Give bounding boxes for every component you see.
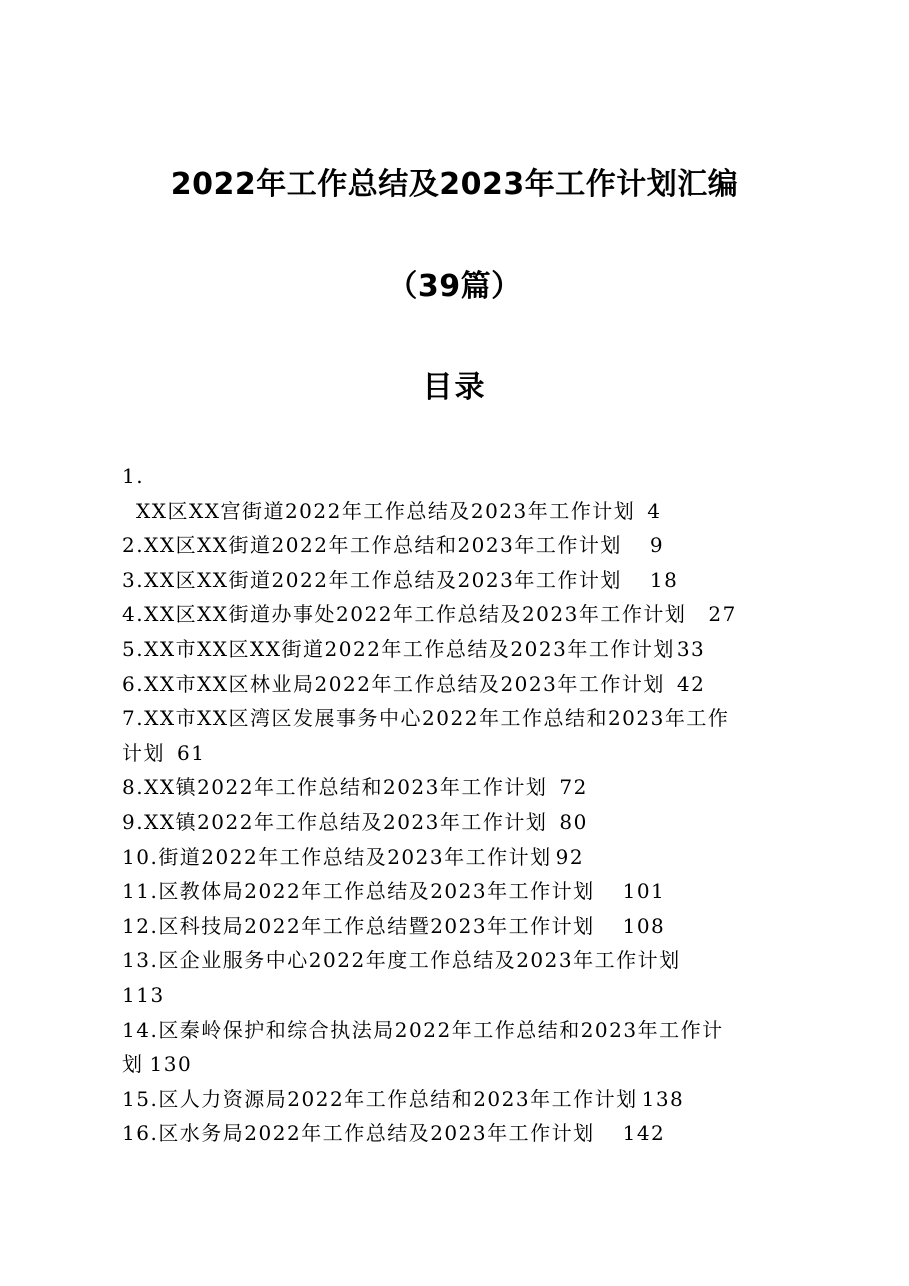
toc-item-2[interactable] [122,528,802,563]
toc-title-continued: 计划 [122,740,165,765]
toc-title: 区科技局2022年工作总结暨2023年工作计划 [158,913,595,938]
toc-title: XX市XX区湾区发展事务中心2022年工作总结和2023年工作 [144,706,730,731]
toc-title: 区人力资源局2022年工作总结和2023年工作计划 [158,1086,638,1111]
toc-item-15[interactable] [122,1082,802,1117]
toc-title: 街道2022年工作总结及2023年工作计划 [158,844,552,869]
toc-title: XX市XX区林业局2022年工作总结及2023年工作计划 [144,671,665,696]
toc-page: 92 [555,844,585,869]
toc-item-14[interactable] [122,1013,802,1048]
toc-number: 6. [122,671,145,696]
toc-title: XX区XX街道办事处2022年工作总结及2023年工作计划 [144,602,687,627]
toc-title-continued: 划 [122,1052,144,1077]
toc-page: 18 [649,567,679,592]
toc-title: 区秦岭保护和综合执法局2022年工作总结和2023年工作计 [158,1017,724,1042]
toc-number: 4. [122,602,145,627]
toc-number: 12. [122,913,159,938]
toc-page: 101 [622,879,666,904]
table-of-contents [122,459,802,1151]
toc-item-7[interactable] [122,701,802,736]
toc-title: 区企业服务中心2022年度工作总结及2023年工作计划 [158,948,681,973]
toc-number: 1. [122,464,145,488]
document-title: 2022年工作总结及2023年工作计划汇编 [170,167,739,202]
toc-number: 11. [122,879,159,904]
toc-title: XX区XX街道2022年工作总结及2023年工作计划 [144,567,622,592]
toc-number: 3. [122,567,145,592]
toc-page: 142 [622,1121,666,1146]
toc-item-1-number-line[interactable] [122,459,802,494]
toc-item-6[interactable] [122,667,802,702]
toc-number: 5. [122,636,145,661]
toc-number: 9. [122,809,145,834]
toc-item-14-continued[interactable] [122,1047,802,1082]
toc-item-13-continued[interactable] [122,978,802,1013]
toc-item-3[interactable] [122,563,802,598]
toc-item-12[interactable] [122,909,802,944]
toc-page: 72 [559,775,588,800]
toc-item-5[interactable] [122,632,802,667]
toc-page: 80 [559,809,588,834]
toc-page: 9 [649,533,665,558]
toc-number: 2. [122,533,145,558]
toc-number: 7. [122,706,145,731]
toc-title: XX区XX宫街道2022年工作总结及2023年工作计划 [136,498,636,523]
toc-title: XX镇2022年工作总结和2023年工作计划 [144,775,548,800]
document-subtitle: （39篇） [387,269,522,304]
toc-heading: 目录 [422,370,487,405]
toc-page: 113 [122,982,165,1007]
toc-item-4[interactable] [122,597,802,632]
toc-item-16[interactable] [122,1116,802,1151]
toc-title: XX市XX区XX街道2022年工作总结及2023年工作计划 [144,636,675,661]
toc-item-8[interactable] [122,770,802,805]
toc-number: 13. [122,948,159,973]
toc-page: 42 [676,671,706,696]
toc-item-13[interactable] [122,943,802,978]
toc-number: 10. [122,844,159,869]
toc-number: 16. [122,1121,159,1146]
toc-page: 138 [641,1086,685,1111]
toc-title: XX镇2022年工作总结及2023年工作计划 [144,809,548,834]
toc-page: 130 [149,1052,193,1077]
toc-number: 8. [122,775,145,800]
toc-page: 33 [676,636,706,661]
toc-page: 4 [647,498,662,523]
toc-number: 15. [122,1086,159,1111]
toc-item-7-continued[interactable] [122,736,802,771]
toc-title: XX区XX街道2022年工作总结和2023年工作计划 [144,533,622,558]
toc-number: 14. [122,1017,159,1042]
toc-title: 区水务局2022年工作总结及2023年工作计划 [158,1121,595,1146]
toc-page: 61 [177,740,206,765]
toc-page: 108 [622,913,666,938]
toc-item-10[interactable] [122,840,802,875]
toc-item-11[interactable] [122,874,802,909]
toc-item-9[interactable] [122,805,802,840]
toc-title: 区教体局2022年工作总结及2023年工作计划 [158,879,595,904]
toc-item-1[interactable] [122,494,802,529]
toc-page: 27 [708,602,737,627]
